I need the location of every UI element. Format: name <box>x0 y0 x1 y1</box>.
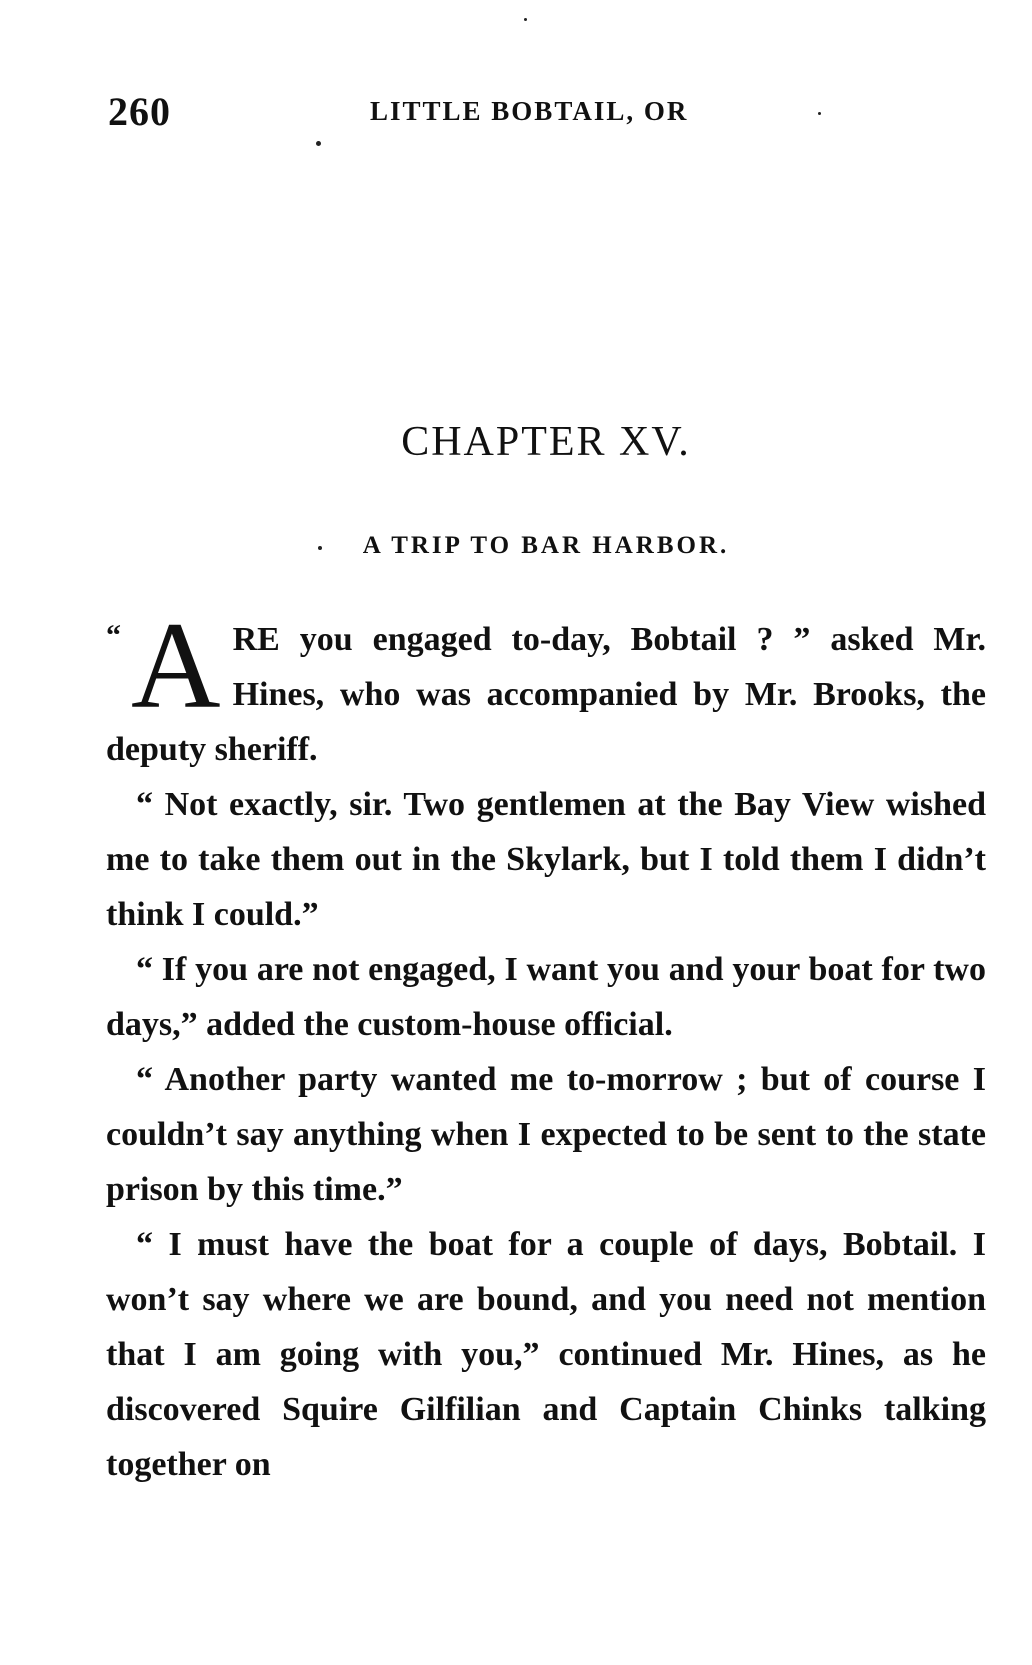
chapter-title: CHAPTER XV. <box>401 419 691 465</box>
chapter-subtitle: A TRIP TO BAR HARBOR. <box>362 532 730 559</box>
drop-cap: A <box>131 597 221 734</box>
speck <box>524 18 527 21</box>
page-number: 260 <box>108 89 171 134</box>
paragraph-text: RE you engaged to-day, Bobtail ? ” asked Mr. Hines, who was accompanied by Mr. Brooks, the deputy sheriff. <box>106 621 986 768</box>
paragraph: “ Another party wanted me to-morrow ; but of course I couldn’t say anything when I expected to be sent to the state prison by this time.” <box>106 1061 986 1208</box>
paragraph: “ If you are not engaged, I want you and your boat for two days,” added the custom-house official. <box>106 951 986 1043</box>
running-head <box>108 88 988 138</box>
paragraph: “ Not exactly, sir. Two gentlemen at the Bay View wished me to take them out in the Skylark, but I told them I didn’t think I could.” <box>106 786 986 933</box>
opening-quote: “ <box>106 619 121 652</box>
paragraph: “ I must have the boat for a couple of days, Bobtail. I won’t say where we are bound, and you need not mention that I am going with you,” continued Mr. Hines, as he discovered Squire Gilfilian and Captain Chinks talking together on <box>106 1226 986 1483</box>
running-title: LITTLE BOBTAIL, OR <box>370 96 689 126</box>
body-text <box>106 597 986 1492</box>
paragraph <box>106 597 986 777</box>
speck <box>316 141 321 146</box>
speck <box>318 546 322 550</box>
speck <box>818 112 821 115</box>
